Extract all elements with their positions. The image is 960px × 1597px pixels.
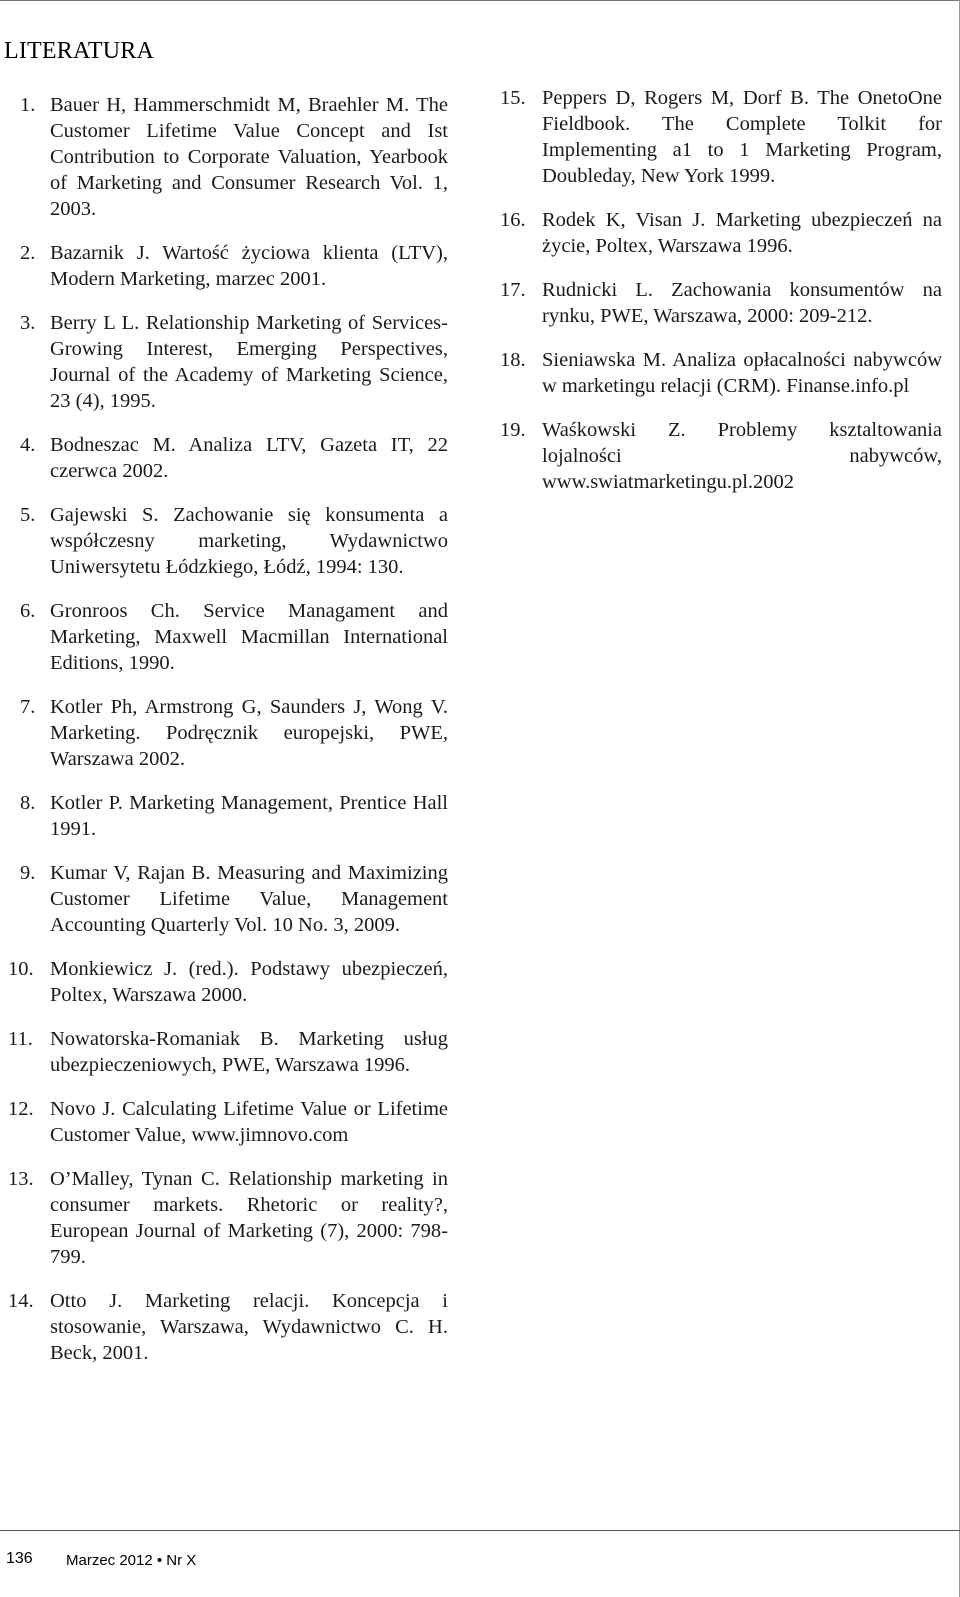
reference-text: Bauer H, Hammerschmidt M, Braehler M. The Customer Lifetime Value Concept and Ist Contribution to Corporate Valuation, Yearbook of Marketing and Consumer Research Vol. 1, 2003. [50, 94, 448, 220]
reference-item [8, 694, 448, 772]
reference-text: Bodneszac M. Analiza LTV, Gazeta IT, 22 czerwca 2002. [50, 434, 448, 482]
reference-text: Bazarnik J. Wartość życiowa klienta (LTV), Modern Marketing, marzec 2001. [50, 242, 448, 290]
reference-item [8, 432, 448, 484]
reference-text: Kotler P. Marketing Management, Prentice Hall 1991. [50, 792, 448, 840]
references-right-column [500, 85, 942, 513]
reference-number: 17. [500, 279, 526, 301]
page-footer [0, 1546, 600, 1574]
reference-text: Gajewski S. Zachowanie się konsumenta a współczesny marketing, Wydawnictwo Uniwersytetu Łódzkiego, Łódź, 1994: 130. [50, 504, 448, 578]
reference-number: 5. [20, 504, 36, 526]
reference-item [8, 956, 448, 1008]
reference-text: Nowatorska-Romaniak B. Marketing usług ubezpieczeniowych, PWE, Warszawa 1996. [50, 1028, 448, 1076]
reference-number: 10. [8, 958, 34, 980]
reference-text: Rodek K, Visan J. Marketing ubezpieczeń na życie, Poltex, Warszawa 1996. [542, 209, 942, 257]
reference-number: 19. [500, 419, 526, 441]
reference-item [500, 277, 942, 329]
reference-text: Gronroos Ch. Service Managament and Marketing, Maxwell Macmillan International Editions, 1990. [50, 600, 448, 674]
reference-number: 11. [8, 1028, 33, 1050]
reference-number: 8. [20, 792, 36, 814]
reference-item [8, 790, 448, 842]
reference-number: 3. [20, 312, 36, 334]
reference-number: 13. [8, 1168, 34, 1190]
reference-text: Waśkowski Z. Problemy ksztaltowania lojalności nabywców, www.swiatmarketingu.pl.2002 [542, 419, 942, 493]
issue-label: Marzec 2012 • Nr X [66, 1552, 197, 1569]
reference-item [8, 240, 448, 292]
reference-number: 4. [20, 434, 36, 456]
reference-number: 2. [20, 242, 36, 264]
page-title: LITERATURA [4, 38, 154, 64]
reference-text: Novo J. Calculating Lifetime Value or Lifetime Customer Value, www.jimnovo.com [50, 1098, 448, 1146]
reference-number: 7. [20, 696, 36, 718]
reference-text: Otto J. Marketing relacji. Koncepcja i stosowanie, Warszawa, Wydawnictwo C. H. Beck, 2001. [50, 1290, 448, 1364]
reference-item [500, 347, 942, 399]
reference-item [8, 860, 448, 938]
reference-item [8, 1166, 448, 1270]
reference-text: Berry L L. Relationship Marketing of Services-Growing Interest, Emerging Perspectives, Journal of the Academy of Marketing Science, 23 (4), 1995. [50, 312, 448, 412]
reference-text: Rudnicki L. Zachowania konsumentów na rynku, PWE, Warszawa, 2000: 209-212. [542, 279, 942, 327]
reference-number: 15. [500, 87, 526, 109]
reference-item [8, 1096, 448, 1148]
reference-item [8, 502, 448, 580]
page-number: 136 [6, 1550, 33, 1567]
reference-item [8, 598, 448, 676]
reference-number: 6. [20, 600, 36, 622]
reference-item [8, 1026, 448, 1078]
reference-number: 12. [8, 1098, 34, 1120]
reference-number: 14. [8, 1290, 34, 1312]
top-rule [0, 0, 960, 1]
reference-number: 1. [20, 94, 36, 116]
reference-item [8, 92, 448, 222]
reference-number: 16. [500, 209, 526, 231]
reference-text: Peppers D, Rogers M, Dorf B. The OnetoOne Fieldbook. The Complete Tolkit for Implementing a1 to 1 Marketing Program, Doubleday, New York 1999. [542, 87, 942, 187]
reference-number: 9. [20, 862, 36, 884]
reference-item [500, 417, 942, 495]
reference-text: Monkiewicz J. (red.). Podstawy ubezpieczeń, Poltex, Warszawa 2000. [50, 958, 448, 1006]
references-left-column [8, 92, 448, 1384]
reference-item [8, 1288, 448, 1366]
reference-number: 18. [500, 349, 526, 371]
reference-text: O’Malley, Tynan C. Relationship marketing in consumer markets. Rhetoric or reality?, European Journal of Marketing (7), 2000: 798-799. [50, 1168, 448, 1268]
footer-rule [0, 1530, 960, 1531]
reference-item [500, 85, 942, 189]
reference-item [8, 310, 448, 414]
reference-text: Kumar V, Rajan B. Measuring and Maximizing Customer Lifetime Value, Management Accounting Quarterly Vol. 10 No. 3, 2009. [50, 862, 448, 936]
reference-item [500, 207, 942, 259]
reference-text: Sieniawska M. Analiza opłacalności nabywców w marketingu relacji (CRM). Finanse.info.pl [542, 349, 942, 397]
reference-text: Kotler Ph, Armstrong G, Saunders J, Wong V. Marketing. Podręcznik europejski, PWE, Warszawa 2002. [50, 696, 448, 770]
